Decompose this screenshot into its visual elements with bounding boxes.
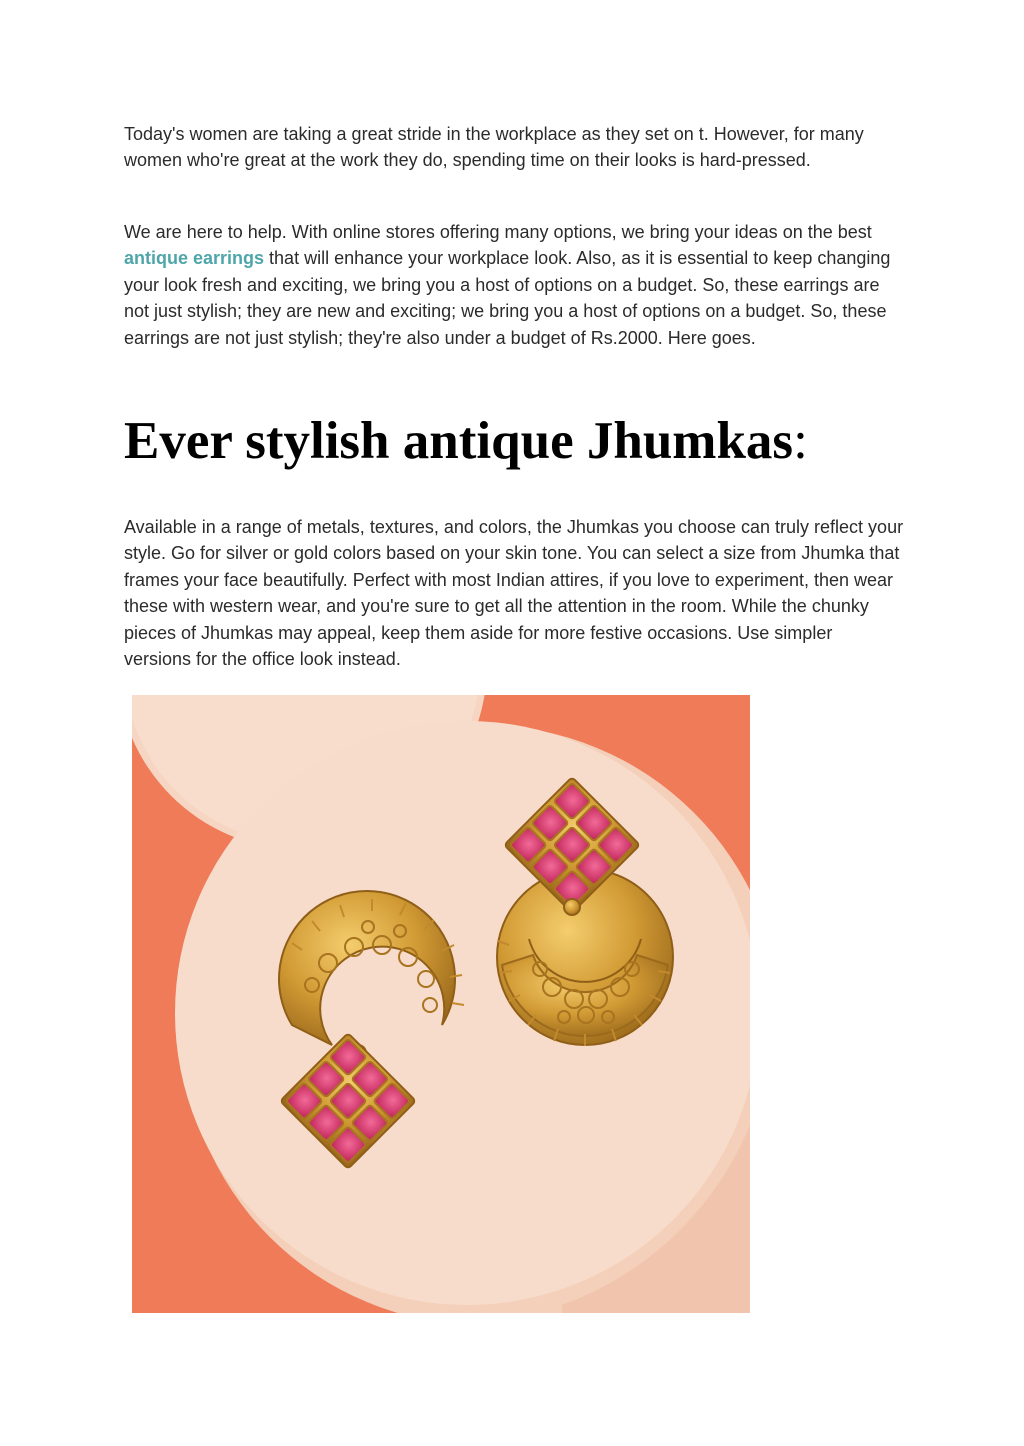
- intro-paragraph-2: [124, 219, 904, 351]
- earrings-photo: [132, 695, 750, 1313]
- section-paragraph-text: Available in a range of metals, textures, and colors, the Jhumkas you choose can truly reflect your style. Go for silver or gold colors based on your skin tone. You can select a size from Jhumka that frames your face beautifully. Perfect with most Indian attires, if you love to experiment, then wear these with western wear, and you're sure to get all the attention in the room. While the chunky pieces of Jhumkas may appeal, keep them aside for more festive occasions. Use simpler versions for the office look instead.: [124, 517, 904, 670]
- main-pink-disc: [175, 721, 750, 1305]
- section-heading-colon: :: [793, 412, 808, 470]
- intro-paragraph-2-text-before: We are here to help. With online stores offering many options, we bring your ideas on the best: [124, 222, 872, 242]
- intro-paragraph-1: [124, 121, 904, 174]
- intro-paragraph-1-text: Today's women are taking a great stride in the workplace as they set on t. However, for many women who're great at the work they do, spending time on their looks is hard-pressed.: [124, 124, 864, 171]
- antique-earrings-link[interactable]: antique earrings: [124, 248, 265, 269]
- intro-paragraph-2-text-after: that will enhance your workplace look. Also, as it is essential to keep changing your look fresh and exciting, we bring you a host of options on a budget. So, these earrings are not just stylish; they are new and exciting; we bring you a host of options on a budget. So, these earrings are not just stylish; they're also under a budget of Rs.2000. Here goes.: [124, 248, 891, 348]
- section-heading-text: Ever stylish antique Jhumkas: [124, 412, 794, 470]
- section-heading: [124, 406, 808, 476]
- section-paragraph: [124, 514, 904, 672]
